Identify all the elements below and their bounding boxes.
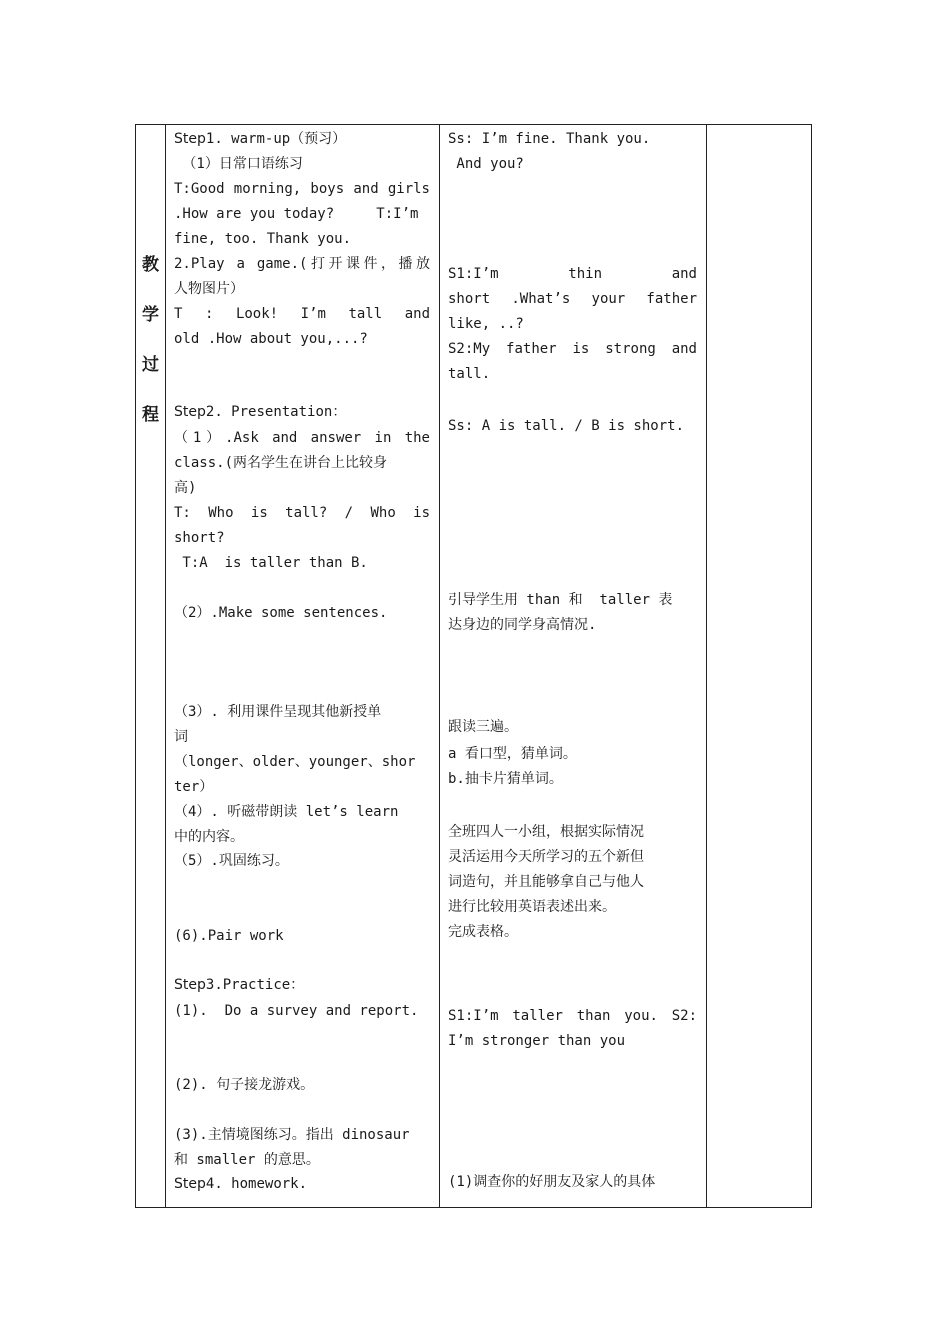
text-line: I’m stronger than you	[448, 1033, 626, 1049]
text-line: （3）. 利用课件呈现其他新授单	[174, 704, 382, 720]
text-line: 全班四人一小组，根据实际情况	[448, 824, 644, 840]
column-divider	[439, 125, 440, 1207]
text-line: 引导学生用 than 和 taller 表	[448, 592, 673, 608]
text-line: 人物图片）	[174, 281, 244, 297]
text-line: （5）.巩固练习。	[174, 853, 289, 869]
text-line: T: Who is tall? / Who is	[174, 505, 430, 521]
step-title: 4. homework.	[205, 1176, 308, 1192]
text-line: 中的内容。	[174, 829, 244, 845]
step-word: Step	[174, 977, 206, 993]
text-line: （1）.Ask and answer in the	[174, 430, 430, 446]
text-line: (1)调查你的好朋友及家人的具体	[448, 1174, 656, 1190]
text-line: S1:I’m taller than you. S2:	[448, 1008, 697, 1024]
text-line: fine, too. Thank you.	[174, 231, 352, 247]
text-line: T : Look! I’m tall and	[174, 306, 430, 322]
text-line: 跟读三遍。	[448, 719, 518, 735]
step-title: 1. warm-up（预习）	[205, 131, 347, 147]
text-line: old .How about you,...?	[174, 331, 368, 347]
text-line: S2:My father is strong and	[448, 341, 697, 357]
column-divider	[165, 125, 166, 1207]
text-line: 灵活运用今天所学习的五个新但	[448, 849, 644, 865]
text-line: (1). Do a survey and report.	[174, 1003, 419, 1019]
text-line: （1）日常口语练习	[174, 156, 303, 172]
text-line: a 看口型，猜单词。	[448, 746, 577, 762]
text-line: (3).主情境图练习。指出 dinosaur	[174, 1127, 410, 1143]
text-line: like, ..?	[448, 316, 524, 332]
row-label-teaching-process	[136, 125, 165, 1207]
step-heading	[174, 1172, 430, 1197]
text-line: 词	[174, 729, 188, 745]
label-char: 程	[142, 405, 159, 425]
step-word: Step	[174, 404, 206, 420]
step-title: 3.Practice：	[205, 977, 305, 993]
text-line: 词造句，并且能够拿自己与他人	[448, 874, 644, 890]
text-line: T:Good morning, boys and girls	[174, 181, 430, 197]
text-line: 完成表格。	[448, 924, 518, 940]
text-line: 达身边的同学身高情况.	[448, 617, 597, 633]
text-line: And you?	[448, 156, 524, 172]
text-line: class.(两名学生在讲台上比较身	[174, 455, 388, 471]
text-line: tall.	[448, 366, 491, 382]
text-line: （2）.Make some sentences.	[174, 605, 388, 621]
label-char: 学	[142, 305, 159, 325]
text-line: .How are you today? T:I’m	[174, 206, 419, 222]
text-line: T:A is taller than B.	[174, 555, 368, 571]
step-heading	[174, 127, 430, 152]
text-line: b.抽卡片猜单词。	[448, 771, 563, 787]
text-line: S1:I’m thin and	[448, 266, 697, 282]
text-line: Ss: A is tall. / B is short.	[448, 418, 685, 434]
label-char: 教	[142, 255, 159, 275]
text-line: short .What’s your father	[448, 291, 697, 307]
text-line: 和 smaller 的意思。	[174, 1152, 320, 1168]
text-line: ter）	[174, 779, 214, 795]
label-char: 过	[142, 355, 159, 375]
step-heading	[174, 400, 430, 425]
text-line: 进行比较用英语表述出来。	[448, 899, 616, 915]
text-line: Ss: I’m fine. Thank you.	[448, 131, 651, 147]
text-line: （4）. 听磁带朗读 let’s learn	[174, 804, 399, 820]
text-line: 高)	[174, 480, 197, 496]
step-heading	[174, 973, 430, 998]
step-title: 2. Presentation：	[205, 404, 347, 420]
text-line: (6).Pair work	[174, 928, 284, 944]
text-line: 2.Play a game.(打开课件，播放	[174, 256, 430, 272]
text-line: （longer、older、younger、shor	[174, 754, 416, 770]
lesson-table	[135, 124, 812, 1208]
step-word: Step	[174, 131, 206, 147]
text-line: (2). 句子接龙游戏。	[174, 1077, 315, 1093]
text-line: short?	[174, 530, 225, 546]
step-word: Step	[174, 1176, 206, 1192]
notes-column	[707, 125, 811, 1207]
